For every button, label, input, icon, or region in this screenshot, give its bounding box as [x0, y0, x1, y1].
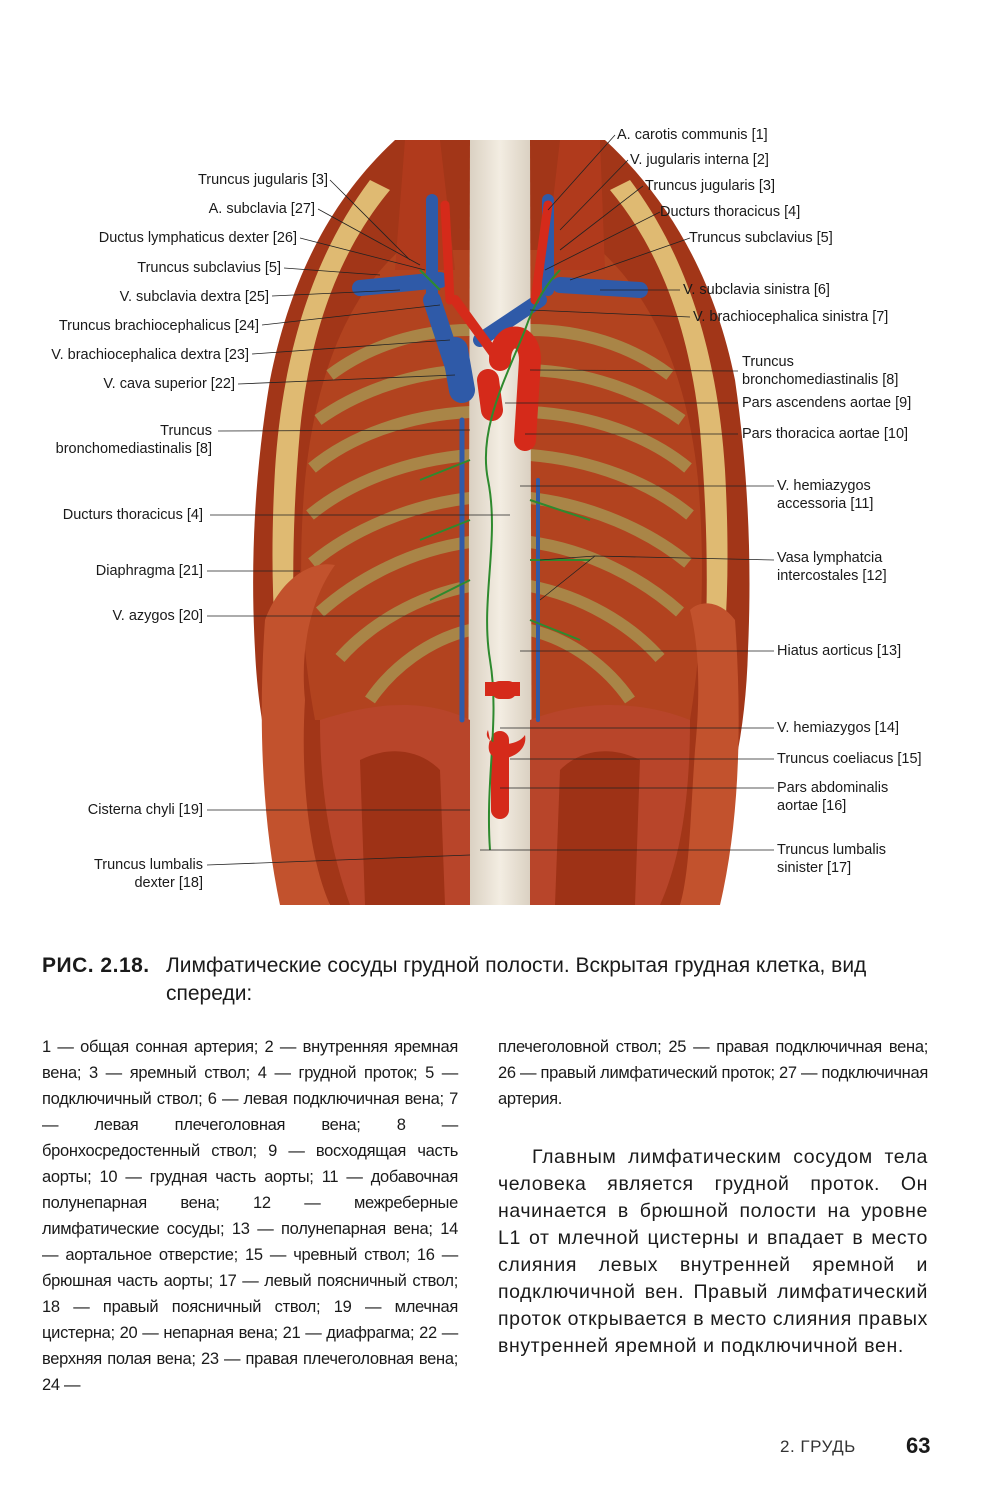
figure-caption-text: Лимфатические сосуды грудной полости. Вскрытая грудная клетка, вид спереди: [166, 954, 867, 1005]
label-truncus-bronchomediastinalis-right-1: Truncus [742, 354, 794, 370]
label-truncus-jugularis-left: Truncus jugularis [3] [197, 172, 328, 188]
label-truncus-jugularis-right: Truncus jugularis [3] [645, 178, 776, 194]
label-truncus-coeliacus: Truncus coeliacus [15] [777, 751, 922, 767]
label-hiatus-aorticus: Hiatus aorticus [13] [777, 643, 902, 659]
figure-number: РИС. 2.18. [42, 954, 150, 977]
label-v-jugularis-interna: V. jugularis interna [2] [630, 152, 769, 168]
label-truncus-bronchomediastinalis-left-2: bronchomediastinalis [8] [55, 441, 212, 457]
label-vasa-lymphatica-intercostales-2: intercostales [12] [777, 568, 887, 584]
label-v-cava-superior: V. cava superior [22] [103, 376, 235, 392]
label-truncus-lumbalis-sinister-1: Truncus lumbalis [777, 842, 887, 858]
page-number: 63 [906, 1433, 931, 1458]
label-v-subclavia-dextra: V. subclavia dextra [25] [119, 289, 269, 305]
label-cisterna-chyli: Cisterna chyli [19] [87, 802, 203, 818]
label-truncus-lumbalis-dexter-1: Truncus lumbalis [93, 857, 203, 873]
label-v-brachiocephalica-dextra: V. brachiocephalica dextra [23] [51, 347, 249, 363]
aortic-hiatus [485, 682, 520, 696]
label-vasa-lymphatica-intercostales-1: Vasa lymphatcia [777, 550, 883, 566]
label-ductus-thoracicus-right-top: Ducturs thoracicus [4] [660, 204, 801, 220]
label-a-carotis-communis: A. carotis communis [1] [617, 127, 768, 143]
label-a-subclavia: A. subclavia [27] [208, 201, 315, 217]
label-truncus-lumbalis-dexter-2: dexter [18] [134, 875, 203, 891]
legend-right-column: плечеголовной ствол; 25 — правая подключичная вена; 26 — правый лимфатический проток; 27 — подключичная артерия. [498, 1038, 928, 1108]
footer-section: 2. ГРУДЬ [780, 1437, 856, 1456]
figure-caption [42, 952, 942, 1005]
label-truncus-subclavius-right: Truncus subclavius [5] [689, 230, 833, 246]
label-truncus-lumbalis-sinister-2: sinister [17] [777, 860, 852, 876]
label-pars-abdominalis-aortae-1: Pars abdominalis [777, 780, 889, 796]
psoas-right [555, 751, 640, 905]
label-pars-ascendens-aortae: Pars ascendens aortae [9] [742, 395, 912, 411]
label-ductus-lymphaticus-dexter: Ductus lymphaticus dexter [26] [98, 230, 297, 246]
label-v-brachiocephalica-sinistra: V. brachiocephalica sinistra [7] [693, 309, 889, 325]
label-v-azygos: V. azygos [20] [112, 608, 203, 624]
label-v-hemiazygos-accessoria-1: V. hemiazygos [777, 478, 871, 494]
label-truncus-brachiocephalicus: Truncus brachiocephalicus [24] [58, 318, 259, 334]
label-diaphragma: Diaphragma [21] [95, 563, 203, 579]
psoas-left [360, 751, 445, 905]
label-v-subclavia-sinistra: V. subclavia sinistra [6] [683, 282, 830, 298]
label-ductus-thoracicus-left: Ducturs thoracicus [4] [62, 507, 203, 523]
label-pars-abdominalis-aortae-2: aortae [16] [777, 798, 847, 814]
label-v-hemiazygos: V. hemiazygos [14] [777, 720, 899, 736]
label-v-hemiazygos-accessoria-2: accessoria [11] [777, 496, 874, 512]
label-pars-thoracica-aortae: Pars thoracica aortae [10] [742, 426, 909, 442]
label-truncus-bronchomediastinalis-right-2: bronchomediastinalis [8] [742, 372, 899, 388]
label-truncus-subclavius-left: Truncus subclavius [5] [137, 260, 281, 276]
legend-left-column: 1 — общая сонная артерия; 2 — внутренняя яремная вена; 3 — яремный ствол; 4 — грудной проток; 5 — подключичный ствол; 6 — левая подключичная вена; 7 — левая плечеголовная вена; 8 — бронхосредостенный ствол; 9 — восходящая часть аорты; 10 — грудная часть аорты; 11 — добавочная полунепарная вена; 12 — межреберные лимфатические сосуды; 13 — полунепарная вена; 14 — аортальное отверстие; 15 — чревный ствол; 16 — брюшная часть аорты; 17 — левый поясничный ствол; 18 — правый поясничный ствол; 19 — млечная цистерна; 20 — непарная вена; 21 — диафрагма; 22 — верхняя полая вена; 23 — правая плечеголовная вена; 24 — [42, 1038, 458, 1394]
body-paragraph: Главным лимфатическим сосудом тела человека является грудной проток. Он начинается в брюшной полости на уровне L1 от млечной цистерны и впадает в место слияния левых внутренней яремной и подключичной вен. Правый лимфатический проток открывается в место слияния правых внутренней яремной и подключичной вен. [498, 1146, 928, 1357]
label-truncus-bronchomediastinalis-left-1: Truncus [160, 423, 212, 439]
